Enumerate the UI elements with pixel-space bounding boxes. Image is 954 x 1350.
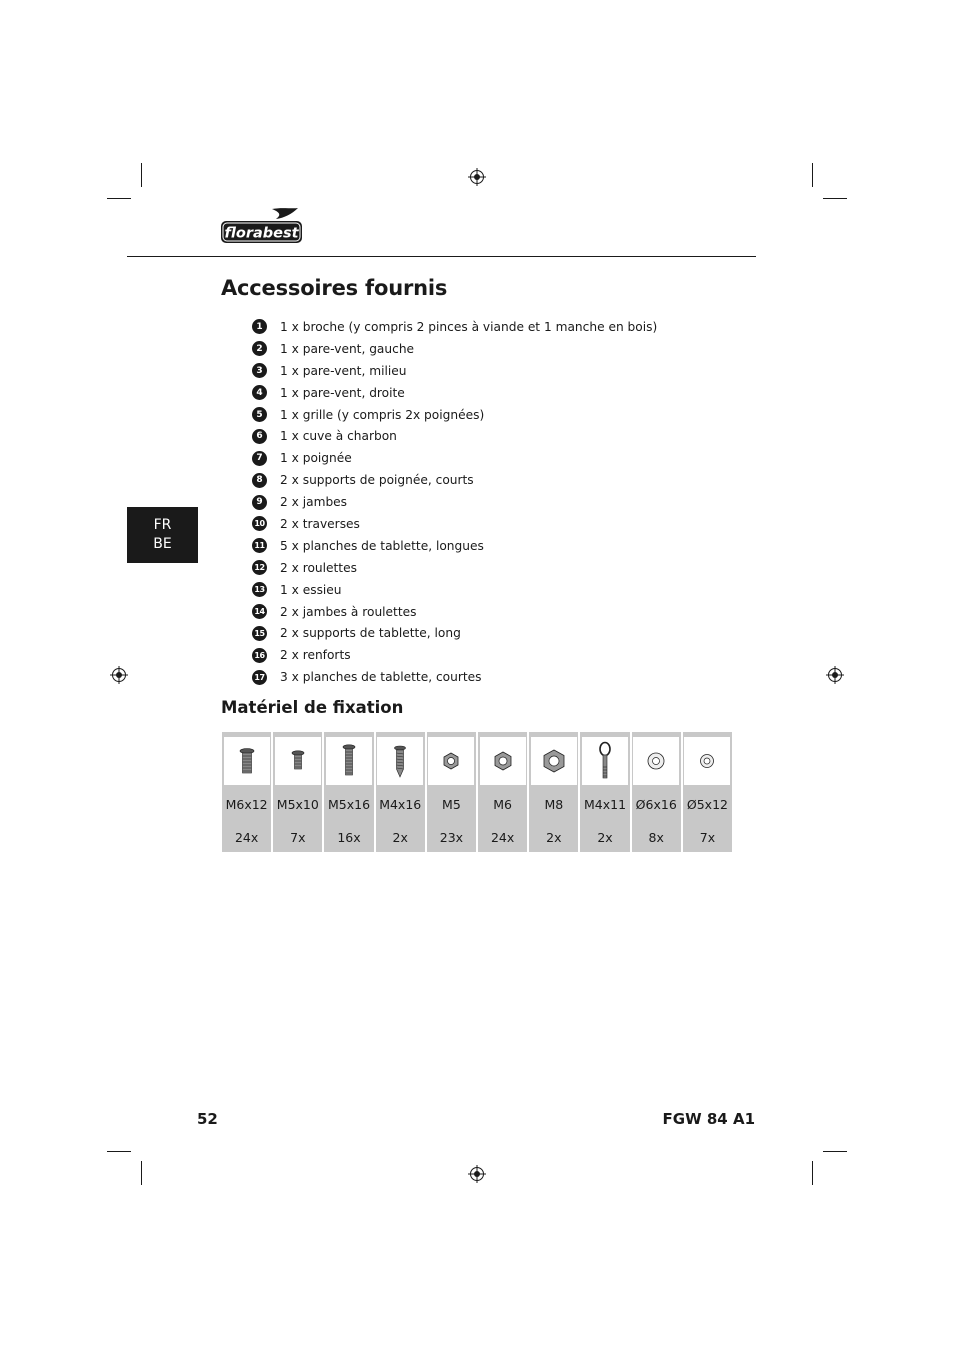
hardware-column (324, 732, 375, 852)
crop-mark (812, 163, 813, 187)
item-number-badge: 16 (252, 648, 267, 663)
hardware-column (273, 732, 324, 852)
item-text: 1 x cuve à charbon (280, 429, 397, 444)
eye-bolt-icon (585, 740, 625, 782)
country-code: BE (153, 536, 172, 552)
language-tab (127, 507, 198, 563)
crop-mark (812, 1161, 813, 1185)
nut-icon (534, 740, 574, 782)
hardware-size: M4x11 (584, 797, 627, 812)
crop-mark (141, 163, 142, 187)
item-text: 1 x pare-vent, droite (280, 385, 405, 400)
item-text: 1 x pare-vent, gauche (280, 341, 415, 356)
hardware-quantity: 2x (546, 830, 562, 845)
list-item (252, 579, 657, 601)
item-number-badge: 10 (252, 516, 267, 531)
crop-mark (107, 198, 131, 199)
hardware-size: M6x12 (225, 797, 268, 812)
list-item (252, 622, 657, 644)
list-item (252, 557, 657, 579)
list-item (252, 338, 657, 360)
hardware-image (582, 737, 628, 785)
hardware-quantity: 2x (392, 830, 408, 845)
list-item (252, 469, 657, 491)
item-text: 2 x jambes à roulettes (280, 604, 417, 619)
item-number-badge: 9 (252, 495, 267, 510)
list-item (252, 316, 657, 338)
crop-mark (141, 1161, 142, 1185)
list-item (252, 382, 657, 404)
hardware-quantity: 2x (597, 830, 613, 845)
registration-mark-icon (468, 168, 486, 186)
list-item (252, 491, 657, 513)
item-text: 2 x supports de poignée, courts (280, 473, 474, 488)
item-number-badge: 2 (252, 341, 267, 356)
hardware-column (376, 732, 427, 852)
item-number-badge: 13 (252, 582, 267, 597)
registration-mark-icon (826, 666, 844, 684)
list-item (252, 425, 657, 447)
hardware-quantity: 23x (439, 830, 464, 845)
hardware-size: M8 (544, 797, 564, 812)
hardware-size: Ø5x12 (686, 797, 728, 812)
hardware-column (580, 732, 631, 852)
item-number-badge: 5 (252, 407, 267, 422)
wood-screw-icon (380, 740, 420, 782)
hardware-image (428, 737, 474, 785)
nut-icon (431, 740, 471, 782)
item-number-badge: 8 (252, 473, 267, 488)
section-title: Matériel de fixation (221, 698, 404, 717)
hardware-column (529, 732, 580, 852)
list-item (252, 644, 657, 666)
list-item (252, 404, 657, 426)
crop-mark (823, 198, 847, 199)
list-item (252, 360, 657, 382)
hardware-column (632, 732, 683, 852)
hardware-quantity: 7x (290, 830, 306, 845)
hardware-size: Ø6x16 (635, 797, 677, 812)
item-number-badge: 7 (252, 451, 267, 466)
item-number-badge: 4 (252, 385, 267, 400)
hardware-size: M5x10 (276, 797, 319, 812)
hardware-image (377, 737, 423, 785)
item-text: 2 x jambes (280, 495, 348, 510)
page-title: Accessoires fournis (221, 276, 448, 300)
hardware-size: M5x16 (327, 797, 371, 812)
hardware-quantity: 24x (234, 830, 259, 845)
model-code: FGW 84 A1 (662, 1110, 755, 1128)
item-number-badge: 6 (252, 429, 267, 444)
crop-mark (107, 1151, 131, 1152)
item-number-badge: 3 (252, 363, 267, 378)
registration-mark-icon (110, 666, 128, 684)
item-number-badge: 12 (252, 560, 267, 575)
hardware-image (326, 737, 372, 785)
item-text: 1 x pare-vent, milieu (280, 363, 407, 378)
item-text: 1 x poignée (280, 451, 352, 466)
item-text: 2 x traverses (280, 516, 360, 531)
hardware-image (633, 737, 679, 785)
header-rule (127, 256, 756, 257)
washer-icon (636, 740, 676, 782)
page-number: 52 (197, 1110, 218, 1128)
hardware-column (683, 732, 732, 852)
language-code: FR (153, 517, 172, 533)
item-number-badge: 17 (252, 670, 267, 685)
hardware-image (480, 737, 526, 785)
hardware-column (427, 732, 478, 852)
bolt-icon (227, 740, 267, 782)
hardware-image (684, 737, 730, 785)
item-text: 5 x planches de tablette, longues (280, 538, 484, 553)
hardware-column (478, 732, 529, 852)
washer-icon (687, 740, 727, 782)
registration-mark-icon (468, 1165, 486, 1183)
hardware-column (222, 732, 273, 852)
hardware-quantity: 7x (699, 830, 716, 845)
list-item (252, 513, 657, 535)
hardware-table (222, 732, 732, 852)
bolt-icon (278, 740, 318, 782)
list-item (252, 601, 657, 623)
list-item (252, 535, 657, 557)
item-text: 2 x roulettes (280, 560, 357, 575)
florabest-logo (220, 206, 304, 246)
list-item (252, 666, 657, 688)
item-number-badge: 14 (252, 604, 267, 619)
hardware-quantity: 8x (648, 830, 664, 845)
item-text: 1 x grille (y compris 2x poignées) (280, 407, 485, 422)
hardware-quantity: 16x (337, 830, 361, 845)
hardware-image (224, 737, 270, 785)
item-text: 2 x renforts (280, 648, 351, 663)
accessory-list (252, 316, 657, 688)
list-item (252, 447, 657, 469)
hardware-size: M4x16 (379, 797, 422, 812)
hardware-size: M6 (493, 797, 512, 812)
hardware-image (531, 737, 577, 785)
item-number-badge: 1 (252, 319, 267, 334)
item-number-badge: 15 (252, 626, 267, 641)
item-text: 2 x supports de tablette, long (280, 626, 461, 641)
logo-text: florabest (224, 225, 299, 242)
item-text: 1 x essieu (280, 582, 342, 597)
hardware-image (275, 737, 321, 785)
item-text: 3 x planches de tablette, courtes (280, 670, 482, 685)
hardware-size: M5 (442, 797, 461, 812)
nut-icon (483, 740, 523, 782)
crop-mark (823, 1151, 847, 1152)
hardware-quantity: 24x (490, 830, 515, 845)
item-number-badge: 11 (252, 538, 267, 553)
item-text: 1 x broche (y compris 2 pinces à viande et 1 manche en bois) (280, 319, 658, 334)
bolt-icon (329, 740, 369, 782)
